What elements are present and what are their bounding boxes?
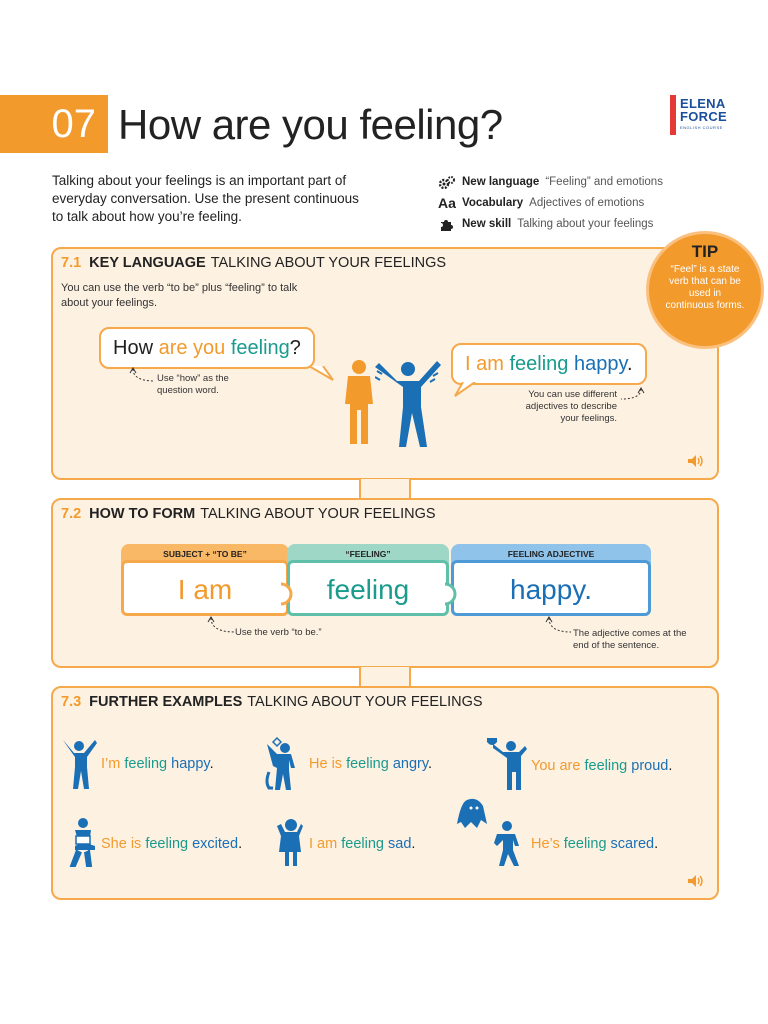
example-end: . [428, 756, 433, 772]
answer-bubble [451, 343, 647, 385]
example-subject: I am [309, 836, 338, 852]
section-title-rest: TALKING ABOUT YOUR FEELINGS [200, 506, 436, 522]
section-title-bold: FURTHER EXAMPLES [89, 694, 243, 710]
logo-line3: ENGLISH COURSE [680, 125, 723, 130]
answer-word-feeling: feeling [509, 353, 569, 375]
example-adjective: sad [388, 836, 412, 852]
puzzle-tab-2 [443, 582, 461, 606]
example-feeling: feeling [563, 836, 607, 852]
sad-person-icon [275, 816, 307, 870]
annotation-arrow-right [619, 387, 649, 407]
section-heading [61, 255, 446, 271]
annotation-right: The adjective comes at the end of the sentence. [573, 628, 687, 651]
puzzle-label: SUBJECT + “TO BE” [121, 544, 289, 564]
meta-value: “Feeling” and emotions [545, 176, 663, 188]
puzzle-word: I am [121, 560, 289, 616]
section-title-rest: TALKING ABOUT YOUR FEELINGS [247, 694, 483, 710]
example-sad [309, 836, 415, 852]
meta-new-language [437, 172, 663, 193]
meta-key: New skill [462, 218, 512, 230]
meta-vocabulary [437, 193, 663, 214]
section-note: You can use the verb “to be” plus “feeling” to talk about your feelings. [61, 282, 298, 309]
section-key-language [51, 247, 719, 480]
question-word-feeling: feeling [230, 337, 290, 359]
angry-person-icon [259, 736, 305, 792]
section-title-rest: TALKING ABOUT YOUR FEELINGS [210, 255, 447, 271]
example-subject: He is [309, 756, 343, 772]
example-end: . [209, 756, 214, 772]
puzzle-tab-1 [279, 582, 297, 606]
section-connector [359, 479, 411, 499]
puzzle-icon [437, 218, 457, 232]
meta-value: Adjectives of emotions [529, 197, 645, 209]
example-adjective: angry [392, 756, 429, 772]
section-further-examples [51, 686, 719, 900]
meta-key: New language [462, 176, 540, 188]
example-feeling: feeling [584, 758, 628, 774]
example-subject: You are [531, 758, 581, 774]
section-number: 7.3 [61, 694, 82, 710]
logo-bar [670, 95, 676, 135]
lesson-meta [437, 172, 663, 235]
puzzle-word: feeling [287, 560, 449, 616]
answer-word-i-am: I am [465, 353, 504, 375]
section-heading [61, 506, 436, 522]
example-end: . [238, 836, 243, 852]
example-adjective: excited [192, 836, 239, 852]
excited-person-icon [67, 816, 99, 870]
gears-icon [437, 176, 457, 190]
meta-value: Talking about your feelings [517, 218, 654, 230]
example-end: . [654, 836, 659, 852]
example-subject: She is [101, 836, 142, 852]
question-bubble [99, 327, 315, 369]
proud-person-icon [483, 736, 527, 792]
puzzle-piece-feeling [287, 544, 449, 622]
chapter-number: 07 [0, 95, 108, 153]
intro-text: Talking about your feelings is an important part of everyday conversation. Use the present continuous to talk about how you’re feeling. [52, 173, 359, 224]
annotation-arrow-left [207, 616, 237, 638]
vocabulary-icon: Aa [438, 195, 456, 211]
annotation-left: Use the verb “to be.” [235, 627, 322, 638]
person-orange-icon [339, 359, 379, 445]
section-number: 7.1 [61, 255, 82, 271]
puzzle-piece-subject [121, 544, 289, 622]
example-adjective: proud [631, 758, 669, 774]
speaker-icon[interactable] [687, 454, 705, 468]
logo [670, 95, 736, 137]
answer-word-happy: happy [573, 353, 627, 375]
example-feeling: feeling [346, 756, 389, 772]
example-end: . [411, 836, 416, 852]
bubble-tail-right [453, 382, 483, 398]
logo-line2: FORCE [680, 109, 727, 124]
section-title-bold: HOW TO FORM [89, 506, 196, 522]
puzzle-piece-adjective [451, 544, 651, 622]
tip-badge [646, 231, 764, 349]
question-word-how: How [113, 337, 154, 359]
scared-person-ghost-icon [457, 796, 527, 870]
example-end: . [668, 758, 673, 774]
example-happy [101, 756, 214, 772]
meta-key: Vocabulary [462, 197, 524, 209]
tip-text: “Feel” is a state verb that can be used in continuous forms. [665, 264, 745, 311]
question-mark: ? [289, 337, 301, 359]
question-word-are-you: are you [158, 337, 226, 359]
example-subject: He’s [531, 836, 560, 852]
logo-line1: ELENA [680, 96, 726, 111]
section-connector [359, 667, 411, 687]
person-happy-blue-icon [375, 357, 445, 449]
annotation-arrow-left [129, 367, 159, 387]
answer-period: . [626, 353, 633, 375]
example-angry [309, 756, 432, 772]
tip-title: TIP [691, 242, 719, 261]
example-subject: I’m [101, 756, 121, 772]
section-title-bold: KEY LANGUAGE [89, 255, 206, 271]
example-proud [531, 758, 672, 774]
puzzle-label: “FEELING” [287, 544, 449, 564]
example-adjective: happy [171, 756, 210, 772]
section-number: 7.2 [61, 506, 82, 522]
example-feeling: feeling [124, 756, 168, 772]
puzzle-word: happy. [451, 560, 651, 616]
example-adjective: scared [610, 836, 655, 852]
happy-person-icon [61, 738, 97, 790]
annotation-arrow-right [545, 616, 575, 638]
speaker-icon[interactable] [687, 874, 705, 888]
example-feeling: feeling [145, 836, 189, 852]
meta-new-skill [437, 214, 663, 235]
section-heading [61, 694, 483, 710]
annotation-right: You can use different adjectives to describe your feelings. [525, 389, 617, 424]
example-excited [101, 836, 242, 852]
annotation-left: Use “how” as the question word. [157, 373, 229, 396]
section-how-to-form [51, 498, 719, 668]
example-scared [531, 836, 658, 852]
bubble-tail-left [307, 366, 337, 382]
page-title: How are you feeling? [118, 101, 503, 148]
sentence-puzzle [121, 544, 653, 622]
puzzle-label: FEELING ADJECTIVE [451, 544, 651, 564]
example-feeling: feeling [341, 836, 384, 852]
